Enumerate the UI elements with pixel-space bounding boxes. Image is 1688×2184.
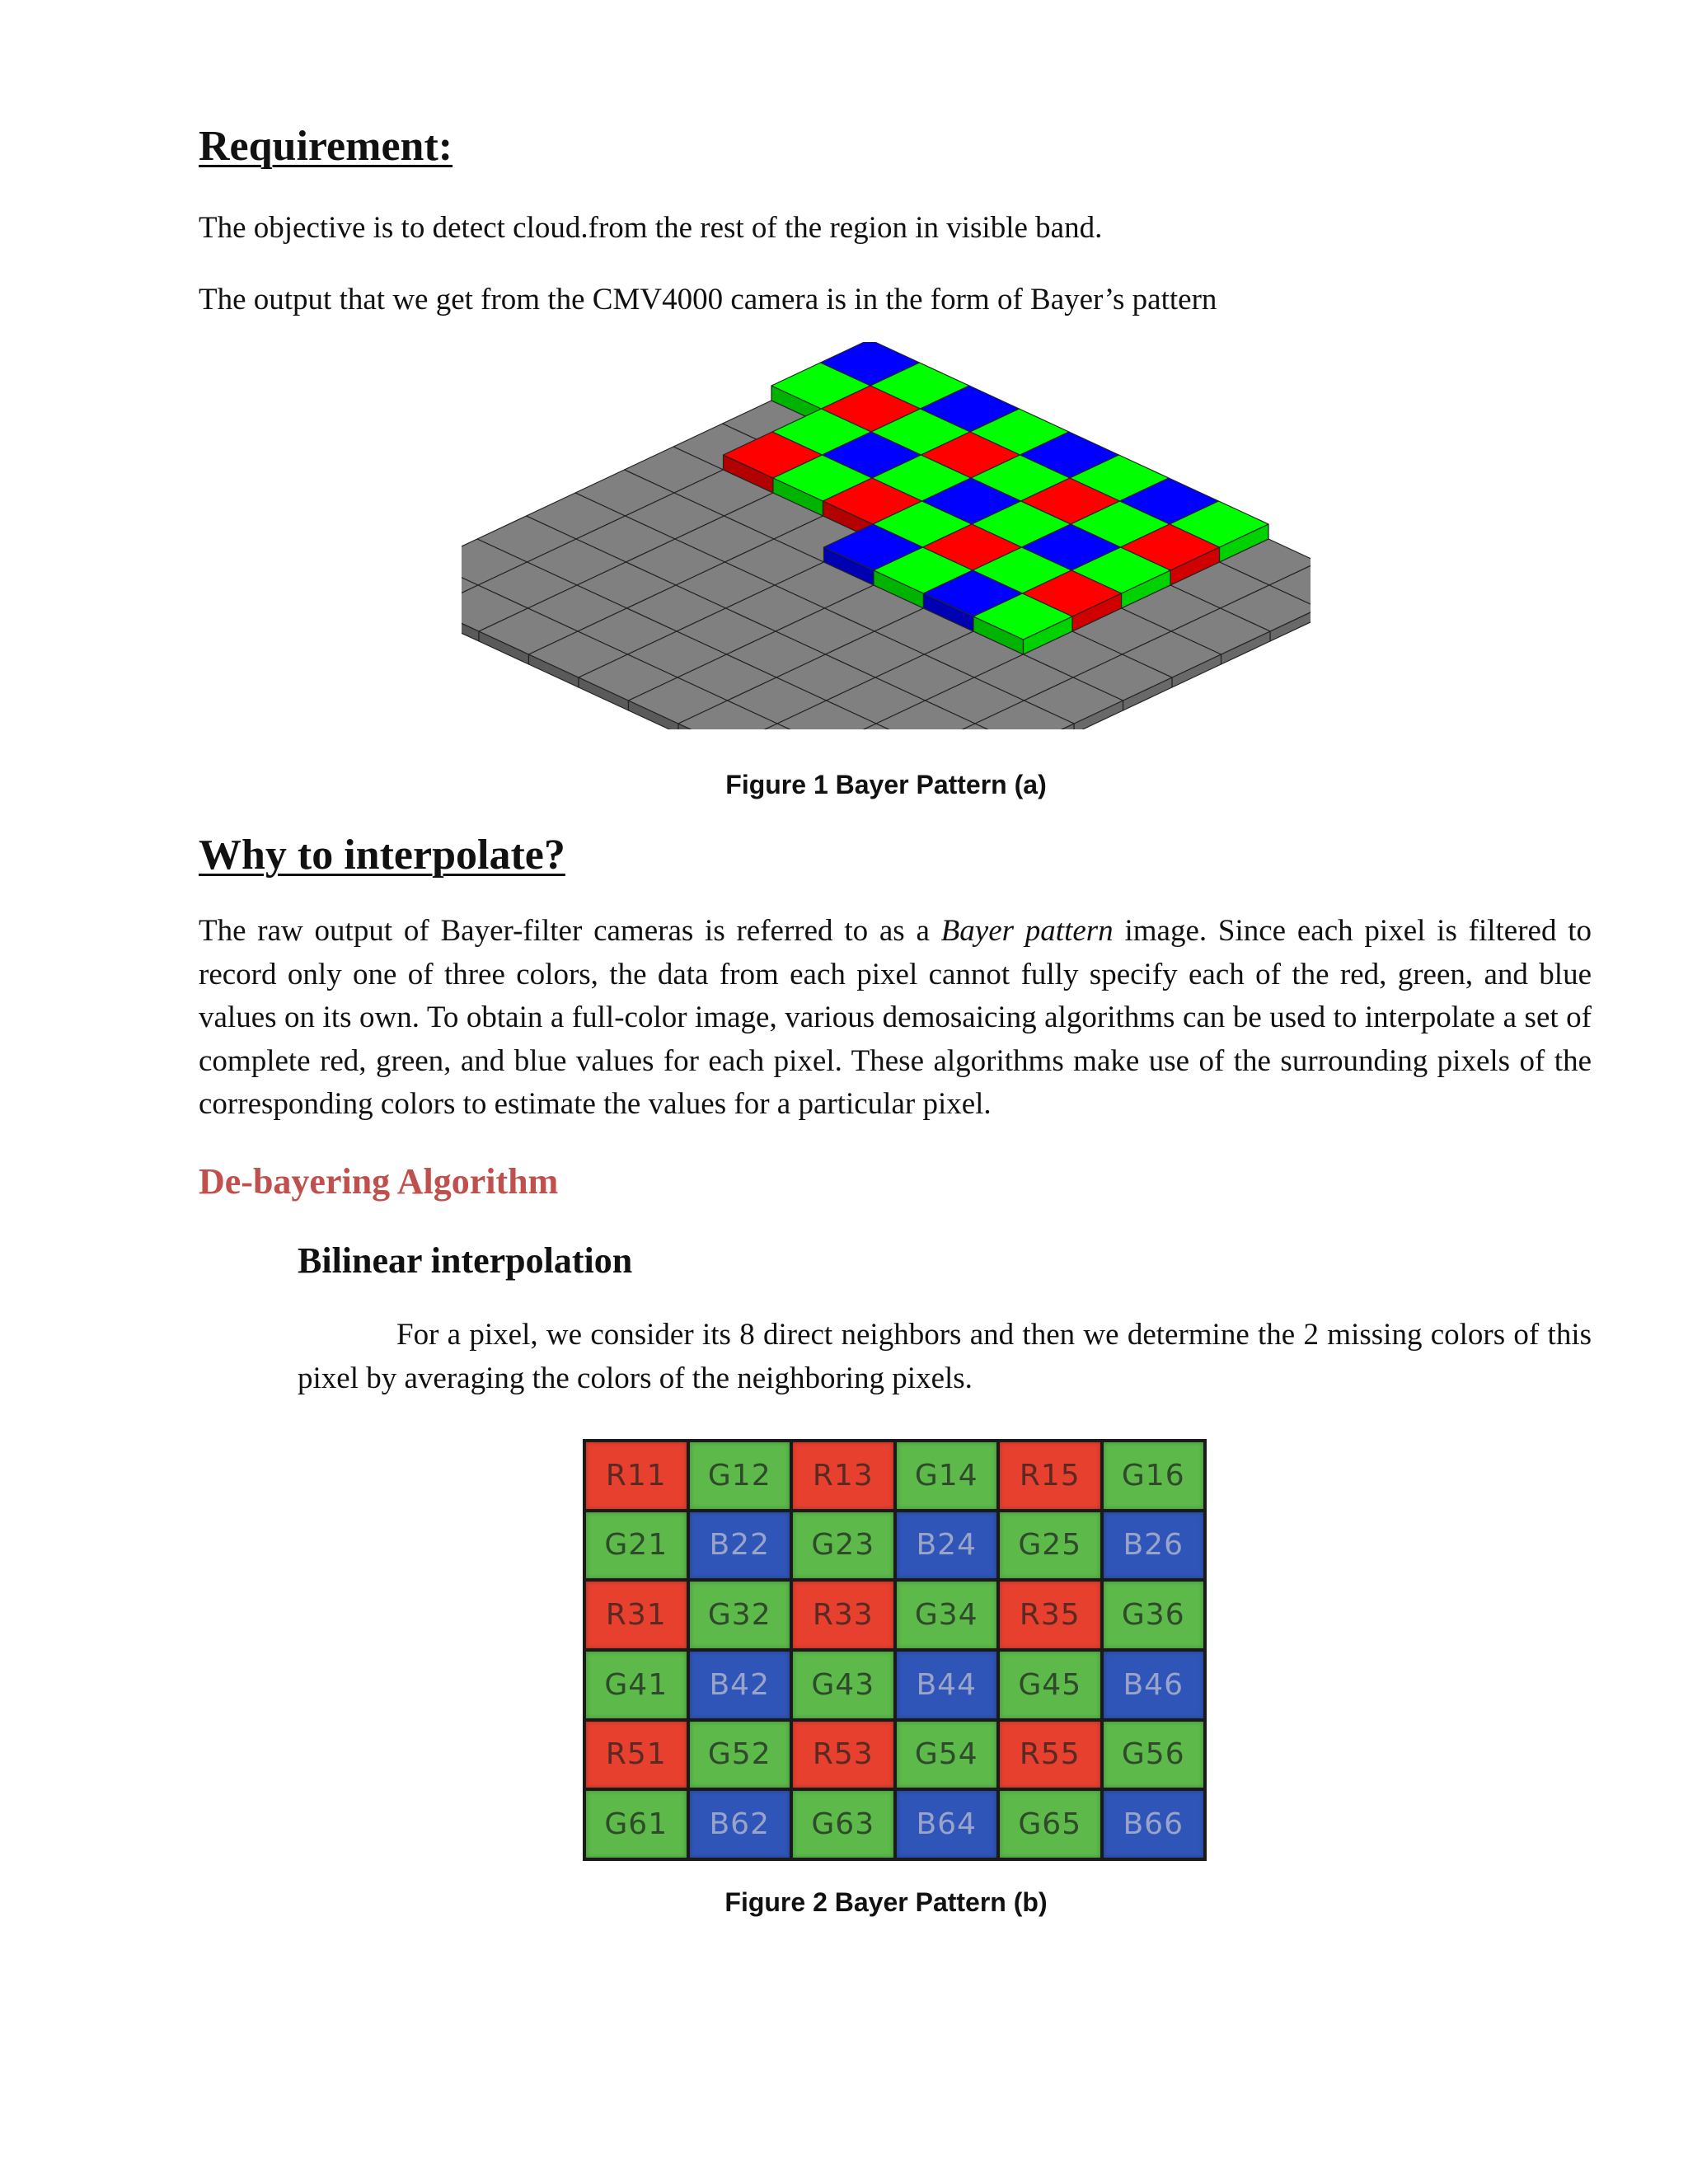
bayer-cell: G36 xyxy=(1104,1582,1204,1648)
bayer-cell: B64 xyxy=(897,1791,997,1858)
bayer-cell: B22 xyxy=(690,1512,790,1579)
bayer-cell: G21 xyxy=(586,1512,687,1579)
bayer-cell: B24 xyxy=(897,1512,997,1579)
bayer-cell: G16 xyxy=(1104,1442,1204,1509)
debayering-heading: De-bayering Algorithm xyxy=(199,1161,559,1202)
bilinear-paragraph: For a pixel, we consider its 8 direct neighbors and then we determine the 2 missing colors of this pixel by averaging the colors of the neighboring pixels. xyxy=(298,1318,1592,1395)
bayer-cell: B62 xyxy=(690,1791,790,1858)
requirement-line-1: The objective is to detect cloud.from the rest of the region in visible band. xyxy=(199,211,1103,245)
bayer-cell: G56 xyxy=(1104,1722,1204,1788)
bayer-cell: R55 xyxy=(1000,1722,1100,1788)
bayer-cell: G65 xyxy=(1000,1791,1100,1858)
why-paragraph-text-1: The raw output of Bayer-filter cameras is referred to as a xyxy=(199,914,941,948)
bayer-cell: G34 xyxy=(897,1582,997,1648)
bayer-cell: R53 xyxy=(793,1722,893,1788)
bayer-cell: R31 xyxy=(586,1582,687,1648)
bayer-cell: G25 xyxy=(1000,1512,1100,1579)
requirement-heading: Requirement: xyxy=(199,123,453,170)
bayer-cell: G61 xyxy=(586,1791,687,1858)
bayer-cell: B66 xyxy=(1104,1791,1204,1858)
bayer-cell: G43 xyxy=(793,1652,893,1718)
bayer-cell: R51 xyxy=(586,1722,687,1788)
bayer-cell: G23 xyxy=(793,1512,893,1579)
bayer-cell: G12 xyxy=(690,1442,790,1509)
bayer-cell: B42 xyxy=(690,1652,790,1718)
bayer-cell: B46 xyxy=(1104,1652,1204,1718)
bayer-cell: R13 xyxy=(793,1442,893,1509)
why-paragraph-italic: Bayer pattern xyxy=(940,914,1114,948)
bayer-cell: G45 xyxy=(1000,1652,1100,1718)
bayer-cell: G32 xyxy=(690,1582,790,1648)
why-heading: Why to interpolate? xyxy=(199,832,565,879)
why-paragraph xyxy=(199,910,1592,1127)
bayer-cell: G54 xyxy=(897,1722,997,1788)
requirement-line-2: The output that we get from the CMV4000 camera is in the form of Bayer’s pattern xyxy=(199,283,1217,316)
figure-1-caption: Figure 1 Bayer Pattern (a) xyxy=(725,770,1047,799)
bayer-pattern-figure-b xyxy=(583,1439,1207,1861)
bayer-cell: G63 xyxy=(793,1791,893,1858)
bayer-cell: R11 xyxy=(586,1442,687,1509)
figure-2-caption: Figure 2 Bayer Pattern (b) xyxy=(724,1887,1048,1917)
why-paragraph-text-2: image. Since each pixel is filtered to record only one of three colors, the data from each pixel cannot fully specify each of the red, green, and blue values on its own. To obtain a full-color image, various demosaicing algorithms can be used to interpolate a set of complete red, green, and blue values for each pixel. These algorithms make use of the surrounding pixels of the corresponding colors to estimate the values for a particular pixel. xyxy=(199,914,1592,1121)
bayer-cell: R33 xyxy=(793,1582,893,1648)
bayer-cell: B44 xyxy=(897,1652,997,1718)
bayer-cell: R15 xyxy=(1000,1442,1100,1509)
bayer-pattern-figure-a xyxy=(462,342,1311,729)
bayer-cell: G41 xyxy=(586,1652,687,1718)
bayer-cell: B26 xyxy=(1104,1512,1204,1579)
bayer-cell: R35 xyxy=(1000,1582,1100,1648)
bilinear-subheading: Bilinear interpolation xyxy=(298,1240,633,1281)
bayer-cell: G14 xyxy=(897,1442,997,1509)
bayer-cell: G52 xyxy=(690,1722,790,1788)
